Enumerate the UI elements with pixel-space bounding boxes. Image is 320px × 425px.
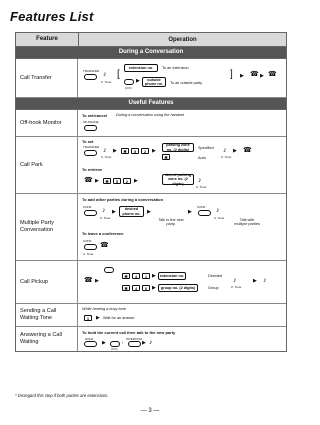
extension-no-box: extension no. bbox=[158, 272, 186, 280]
arrow-icon: ▶ bbox=[188, 209, 192, 215]
header-operation: Operation bbox=[168, 36, 197, 43]
group-no-box: group no. (2 digits) bbox=[158, 284, 198, 292]
row-call-transfer bbox=[16, 59, 286, 98]
operation-cell bbox=[78, 261, 286, 303]
desired-phone-box: desired phone no. bbox=[119, 206, 144, 217]
stored-parking-box: stored parking zone no. (2 digits) bbox=[162, 174, 194, 185]
handset-tone-icon: ♪ bbox=[233, 277, 237, 284]
sp-phone-key bbox=[84, 125, 97, 131]
key-star: ✱ bbox=[122, 273, 130, 279]
key-star: ✱ bbox=[122, 285, 130, 291]
co-key bbox=[124, 79, 134, 85]
group-text: Group bbox=[208, 286, 219, 290]
key-2: 2 bbox=[141, 148, 149, 154]
arrow-icon: ▶ bbox=[260, 73, 264, 79]
row-answering-call-waiting bbox=[16, 327, 286, 351]
arrow-icon: ▶ bbox=[253, 278, 257, 284]
conf-label: CONF bbox=[83, 205, 92, 209]
feature-name: Multiple Party Conversation bbox=[16, 194, 78, 260]
handset-talk-icon: ♪ bbox=[263, 277, 267, 284]
talk-new-text: Talk to the new party. bbox=[158, 218, 184, 226]
co-key bbox=[104, 267, 114, 273]
arrow-icon: ▶ bbox=[142, 340, 146, 346]
conf-label: CONF bbox=[83, 239, 92, 243]
bracket-icon: [ bbox=[117, 69, 120, 80]
offhook-label: To set/cancel bbox=[82, 113, 108, 118]
table-header bbox=[16, 33, 286, 47]
specified-text: Specified bbox=[198, 146, 214, 150]
hang-up-icon: ☎ bbox=[100, 242, 109, 249]
handset-icon: ☎ bbox=[84, 277, 93, 284]
arrow-icon: ▶ bbox=[240, 73, 244, 79]
arrow-icon: ▶ bbox=[95, 178, 99, 184]
conf-label: CONF bbox=[197, 205, 206, 209]
to-set-label: To set bbox=[82, 139, 94, 144]
row-call-pickup bbox=[16, 261, 286, 304]
section-useful: Useful Features bbox=[16, 98, 286, 110]
arrow-icon: ▶ bbox=[96, 315, 100, 321]
key-5: 5 bbox=[131, 148, 139, 154]
key-1: 1 bbox=[142, 273, 150, 279]
to-extension-text: To an extension bbox=[162, 66, 189, 70]
hold-key-label: HOLD bbox=[85, 337, 94, 341]
arrow-icon: ▶ bbox=[95, 278, 99, 284]
feature-name: Call Pickup bbox=[16, 261, 78, 303]
footnote: * Disregard this step if both parties are extensions. bbox=[15, 393, 109, 398]
operation-cell bbox=[78, 59, 286, 97]
handset-tone-icon: ♪ bbox=[223, 147, 227, 154]
directed-text: Directed bbox=[208, 274, 223, 278]
feature-name: Call Transfer bbox=[16, 59, 78, 97]
c-tone-label: C. Tone bbox=[83, 252, 94, 256]
key-1: 1 bbox=[84, 315, 92, 321]
key-star: ✱ bbox=[121, 148, 129, 154]
intercom-label: INTERCOM bbox=[126, 337, 142, 341]
co-label: (CO) bbox=[111, 347, 118, 351]
conf-key bbox=[198, 210, 211, 216]
key-star-auto: ✱ bbox=[162, 154, 170, 160]
talk-multiple-text: Talk with multiple parties bbox=[234, 218, 260, 226]
page-title: Features List bbox=[10, 9, 94, 24]
add-parties-label: To add other parties during a conversation bbox=[82, 197, 164, 202]
arrow-icon: ▶ bbox=[152, 273, 156, 279]
conf-key bbox=[84, 210, 97, 216]
feature-name: Off-hook Monitor bbox=[16, 110, 78, 136]
outside-phone-box: outside phone no. bbox=[142, 77, 166, 87]
leave-conference-label: To leave a conference bbox=[82, 231, 124, 236]
row-sending-call-waiting bbox=[16, 304, 286, 327]
conf-key bbox=[84, 244, 97, 250]
c-tone-label: C. Tone bbox=[214, 216, 225, 220]
row-offhook-monitor bbox=[16, 110, 286, 137]
intercom-key bbox=[128, 341, 141, 347]
offhook-desc: During a conversation using the handset bbox=[116, 113, 184, 117]
c-tone-label: C. Tone bbox=[101, 80, 112, 84]
c-tone-label: C. Tone bbox=[231, 285, 242, 289]
c-tone-label: C. Tone bbox=[196, 185, 207, 189]
key-star: ✱ bbox=[103, 178, 111, 184]
arrow-icon: ▶ bbox=[134, 178, 138, 184]
extension-no-box: extension no. bbox=[124, 64, 158, 72]
to-retrieve-label: To retrieve bbox=[82, 167, 103, 172]
parking-zone-box: parking zone no. (2 digits) bbox=[162, 143, 194, 152]
operation-cell bbox=[78, 327, 286, 351]
busy-tone-desc: While hearing a busy tone bbox=[82, 307, 126, 311]
key-4: 4 bbox=[132, 273, 140, 279]
key-4: 4 bbox=[132, 285, 140, 291]
arrow-icon: ▶ bbox=[112, 209, 116, 215]
section-conversation: During a Conversation bbox=[16, 47, 286, 59]
handset-tone-icon: ♪ bbox=[198, 177, 202, 184]
feature-name: Call Park bbox=[16, 137, 78, 193]
operation-cell bbox=[78, 110, 286, 136]
arrow-icon: ▶ bbox=[102, 340, 106, 346]
hold-label: To hold the current call then talk to the new party bbox=[82, 330, 176, 335]
handset-tone-icon: ♪ bbox=[102, 207, 106, 214]
header-feature: Feature bbox=[16, 33, 79, 46]
row-call-park bbox=[16, 137, 286, 194]
hang-up-icon: ☎ bbox=[268, 71, 277, 78]
auto-text: Auto bbox=[198, 156, 206, 160]
operation-cell bbox=[78, 194, 286, 260]
arrow-icon: ▶ bbox=[152, 285, 156, 291]
c-tone-label: C. Tone bbox=[221, 155, 232, 159]
transfer-key bbox=[84, 74, 97, 80]
arrow-icon: ▶ bbox=[113, 148, 117, 154]
transfer-key-label: TRANSFER bbox=[83, 145, 100, 149]
handset-tone-icon: ♪ bbox=[216, 207, 220, 214]
handset-tone-icon: ♪ bbox=[103, 71, 107, 78]
key-5: 5 bbox=[113, 178, 121, 184]
feature-name: Sending a Call Waiting Tone bbox=[16, 304, 78, 326]
arrow-icon: ▶ bbox=[152, 148, 156, 154]
arrow-icon: ▶ bbox=[136, 78, 140, 84]
arrow-icon: ▶ bbox=[233, 148, 237, 154]
transfer-key-label: TRANSFER bbox=[83, 69, 100, 73]
key-2: 2 bbox=[123, 178, 131, 184]
bracket-close-icon: ] bbox=[230, 69, 233, 80]
hang-up-icon: ☎ bbox=[243, 147, 252, 154]
wait-answer-text: Wait for an answer. bbox=[103, 316, 136, 320]
handset-talk-icon: ♪ bbox=[149, 339, 153, 346]
key-0: 0 bbox=[142, 285, 150, 291]
to-outside-text: To an outside party bbox=[170, 81, 203, 85]
handset-icon: ☎ bbox=[250, 71, 259, 78]
slash-text: / bbox=[122, 341, 124, 345]
page-number: — 3 — bbox=[140, 408, 160, 414]
transfer-key bbox=[84, 150, 97, 156]
feature-name: Answering a Call Waiting bbox=[16, 327, 78, 351]
row-multiple-party bbox=[16, 194, 286, 261]
hold-key bbox=[84, 341, 97, 347]
handset-icon: ☎ bbox=[84, 177, 93, 184]
operation-cell bbox=[78, 304, 286, 326]
features-table bbox=[15, 32, 287, 352]
arrow-icon: ▶ bbox=[147, 209, 151, 215]
c-tone-label: C. Tone bbox=[101, 155, 112, 159]
sp-phone-label: SP-PHONE bbox=[83, 120, 99, 124]
c-tone-label: C. Tone bbox=[100, 216, 111, 220]
operation-cell bbox=[78, 137, 286, 193]
handset-tone-icon: ♪ bbox=[103, 147, 107, 154]
co-label: (CO) bbox=[125, 86, 132, 90]
